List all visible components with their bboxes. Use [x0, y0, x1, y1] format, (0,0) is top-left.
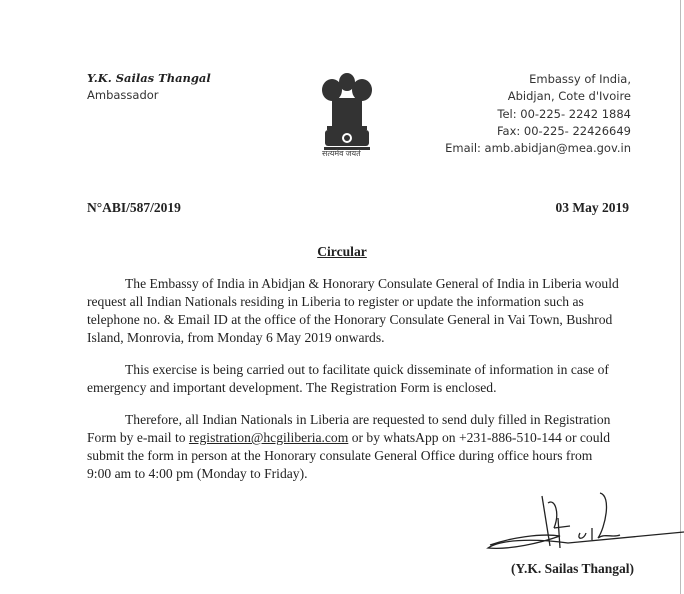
signature-icon — [480, 488, 684, 558]
address-line: Abidjan, Cote d'Ivoire — [507, 89, 631, 104]
text: Form by e-mail to — [87, 430, 189, 445]
paragraph-line: The Embassy of India in Abidjan & Honorary Consulate General of India in Liberia would — [125, 276, 619, 291]
paragraph-line: submit the form in person at the Honorary consulate General Office during office hours from — [87, 448, 593, 463]
paragraph-line: telephone no. & Email ID at the office of the Honorary Consulate General in Vai Town, Bushrod — [87, 312, 613, 327]
circular-heading: Circular — [317, 244, 367, 259]
address-email: Email: amb.abidjan@mea.gov.in — [445, 141, 631, 156]
reference-number: N°ABI/587/2019 — [87, 200, 181, 215]
address-line: Embassy of India, — [529, 72, 631, 86]
letter-date: 03 May 2019 — [555, 200, 629, 215]
registration-email-link[interactable]: registration@hcgiliberia.com — [188, 430, 349, 445]
text: or by whatsApp on +231-886-510-144 or could — [348, 430, 611, 445]
paragraph-line: Therefore, all Indian Nationals in Liberia are requested to send duly filled in Registration — [125, 412, 611, 427]
embassy-address — [445, 71, 631, 157]
paragraph-line: request all Indian Nationals residing in Liberia to register or update the information such as — [87, 294, 584, 309]
paragraph-line: 9:00 am to 4:00 pm (Monday to Friday). — [87, 466, 308, 481]
signatory-name: (Y.K. Sailas Thangal) — [511, 561, 635, 576]
paragraph-line: emergency and important development. The Registration Form is enclosed. — [87, 380, 497, 395]
paragraph-line — [87, 430, 635, 446]
paragraph-line: Island, Monrovia, from Monday 6 May 2019 onwards. — [87, 330, 385, 345]
paragraph-line: This exercise is being carried out to facilitate quick disseminate of information in case of — [125, 362, 609, 377]
sender-title: Ambassador — [87, 88, 159, 102]
address-fax: Fax: 00-225- 22426649 — [496, 123, 631, 138]
address-tel: Tel: 00-225- 2242 1884 — [497, 106, 631, 121]
emblem-motto: सत्यमेव जयते — [322, 149, 361, 158]
sender-name: Y.K. Sailas Thangal — [87, 71, 211, 85]
